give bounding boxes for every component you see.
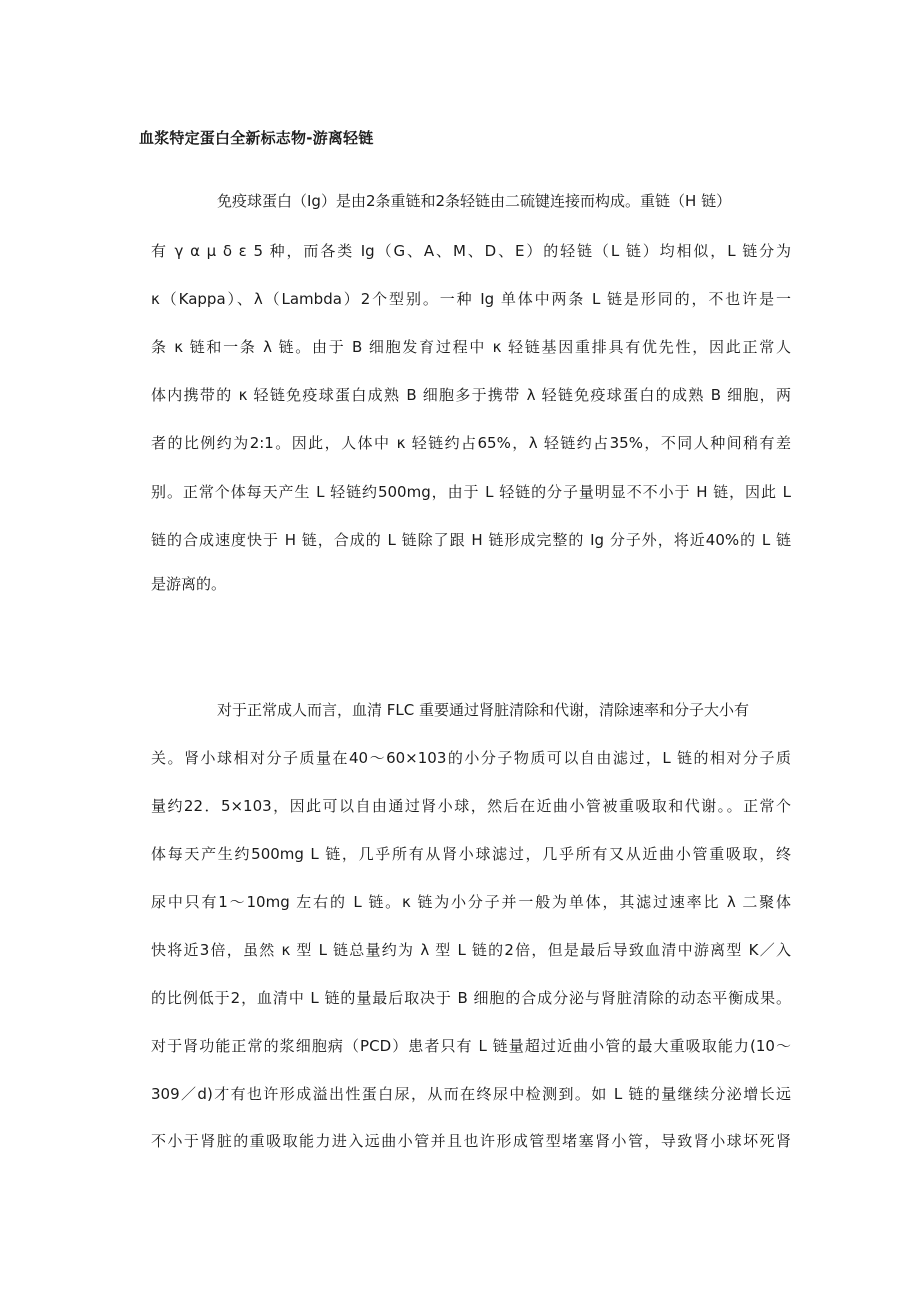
paragraph-2-line-6: 快将近3倍，虽然 κ 型 L 链总量约为 λ 型 L 链的2倍，但是最后导致血清中游离型 K／入 bbox=[151, 941, 791, 959]
paragraph-1-line-2: 有 γ α μ δ ε 5 种，而各类 Ig（G、A、M、D、E）的轻链（L 链）均相似，L 链分为 bbox=[151, 242, 791, 260]
paragraph-2-line-4: 体每天产生约500mg L 链，几乎所有从肾小球滤过，几乎所有又从近曲小管重吸取，终 bbox=[151, 845, 791, 863]
paragraph-1-line-1: 免疫球蛋白（Ig）是由2条重链和2条轻链由二硫键连接而构成。重链（H 链） bbox=[217, 192, 732, 210]
paragraph-2-line-9: 309／d)才有也许形成溢出性蛋白尿，从而在终尿中检测到。如 L 链的量继续分泌增长远 bbox=[151, 1085, 791, 1103]
document-title: 血浆特定蛋白全新标志物-游离轻链 bbox=[139, 129, 374, 147]
paragraph-1-line-5: 体内携带的 κ 轻链免疫球蛋白成熟 B 细胞多于携带 λ 轻链免疫球蛋白的成熟 B 细胞，两 bbox=[151, 386, 791, 404]
paragraph-2-line-2: 关。肾小球相对分子质量在40～60×103的小分子物质可以自由滤过，L 链的相对分子质 bbox=[151, 749, 791, 767]
paragraph-2-line-1: 对于正常成人而言，血清 FLC 重要通过肾脏清除和代谢，清除速率和分子大小有 bbox=[217, 701, 749, 719]
paragraph-1-line-8: 链的合成速度快于 H 链，合成的 L 链除了跟 H 链形成完整的 Ig 分子外，将近40%的 L 链 bbox=[151, 531, 791, 549]
paragraph-2-line-10: 不小于肾脏的重吸取能力进入远曲小管并且也许形成管型堵塞肾小管，导致肾小球坏死肾 bbox=[151, 1132, 791, 1150]
paragraph-2-line-5: 尿中只有1～10mg 左右的 L 链。κ 链为小分子并一般为单体，其滤过速率比 λ 二聚体 bbox=[151, 893, 791, 911]
paragraph-1-line-4: 条 κ 链和一条 λ 链。由于 B 细胞发育过程中 κ 轻链基因重排具有优先性，因此正常人 bbox=[151, 338, 791, 356]
paragraph-1-line-3: κ（Kappa）、λ（Lambda）2个型别。一种 Ig 单体中两条 L 链是形同的，不也许是一 bbox=[151, 290, 791, 308]
paragraph-2-line-3: 量约22．5×103，因此可以自由通过肾小球，然后在近曲小管被重吸取和代谢。。正常个 bbox=[151, 797, 791, 815]
paragraph-1-line-6: 者的比例约为2:1。因此，人体中 κ 轻链约占65%，λ 轻链约占35%，不同人种间稍有差 bbox=[151, 434, 791, 452]
paragraph-1-line-9: 是游离的。 bbox=[151, 575, 227, 593]
paragraph-2-line-8: 对于肾功能正常的浆细胞病（PCD）患者只有 L 链量超过近曲小管的最大重吸取能力(10～ bbox=[151, 1037, 791, 1055]
paragraph-1-line-7: 别。正常个体每天产生 L 轻链约500mg，由于 L 轻链的分子量明显不不小于 H 链，因此 L bbox=[151, 483, 791, 501]
paragraph-2-line-7: 的比例低于2，血清中 L 链的量最后取决于 B 细胞的合成分泌与肾脏清除的动态平衡成果。 bbox=[151, 989, 791, 1007]
